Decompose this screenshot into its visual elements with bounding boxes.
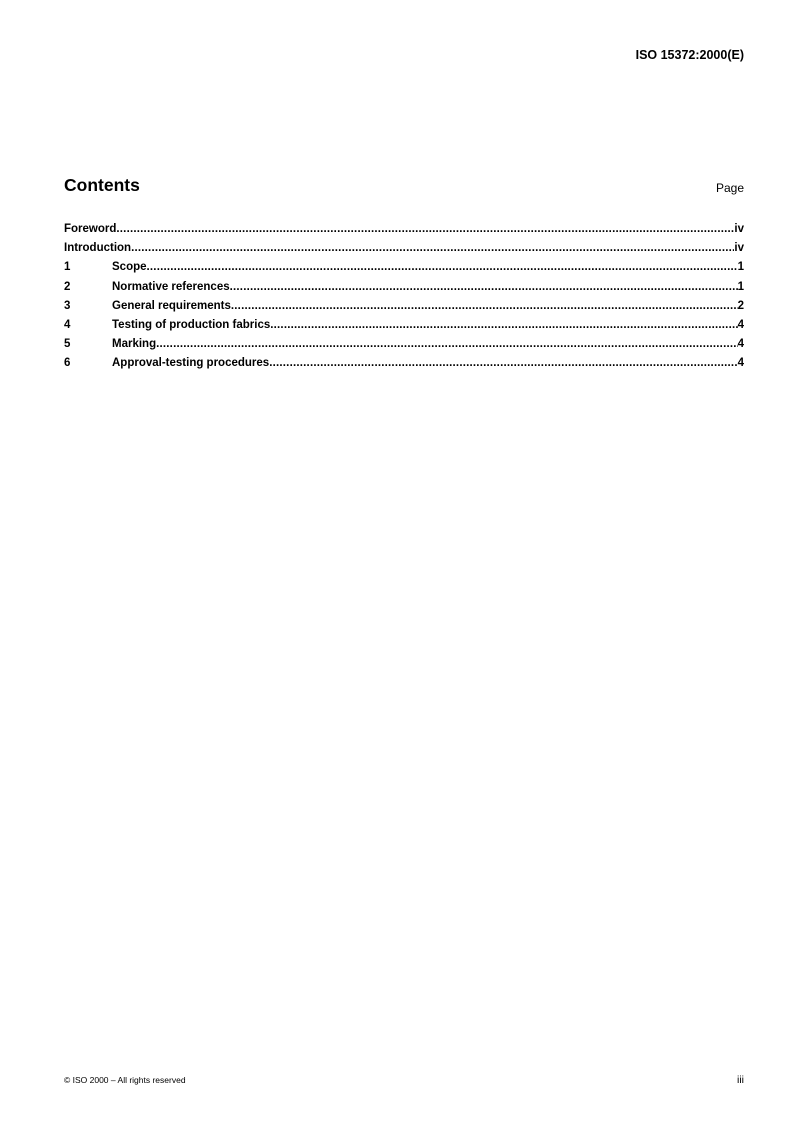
contents-heading-row — [64, 175, 744, 199]
toc-entry-page: 1 — [737, 261, 744, 274]
toc-entry-page: iv — [734, 223, 744, 235]
toc-entry-marking[interactable] — [64, 338, 744, 357]
toc-entry-page: 4 — [737, 357, 744, 370]
toc-entry-number: 4 — [64, 318, 71, 331]
toc-entry-page: 4 — [737, 318, 744, 331]
copyright-notice: © ISO 2000 – All rights reserved — [64, 1075, 186, 1085]
toc-entry-number: 2 — [64, 280, 71, 293]
toc-dot-leader — [147, 261, 738, 273]
toc-dot-leader — [230, 281, 738, 293]
toc-dot-leader — [270, 319, 737, 331]
toc-entry-title: Introduction — [64, 242, 132, 255]
toc-entry-testing-of-production-fabrics[interactable] — [64, 319, 744, 338]
toc-entry-title: Testing of production fabrics — [112, 318, 271, 331]
toc-entry-scope[interactable] — [64, 261, 744, 280]
toc-entry-introduction[interactable] — [64, 242, 744, 261]
page-number: iii — [737, 1074, 744, 1086]
page-column-label: Page — [715, 181, 744, 195]
toc-entry-title: Marking — [112, 338, 157, 351]
document-identifier: ISO 15372:2000(E) — [635, 48, 744, 62]
toc-entry-normative-references[interactable] — [64, 281, 744, 300]
toc-entry-number: 6 — [64, 357, 71, 370]
toc-entry-title: General requirements — [112, 299, 231, 312]
toc-entry-page: 4 — [737, 338, 744, 351]
toc-entry-page: iv — [734, 242, 744, 255]
toc-dot-leader — [131, 242, 734, 254]
table-of-contents — [64, 223, 744, 377]
toc-entry-title: Scope — [112, 261, 147, 274]
toc-dot-leader — [269, 357, 737, 369]
toc-entry-title: Foreword — [64, 223, 117, 235]
toc-entry-foreword[interactable] — [64, 223, 744, 242]
toc-entry-page: 1 — [737, 280, 744, 293]
toc-dot-leader — [116, 223, 734, 235]
toc-entry-general-requirements[interactable] — [64, 300, 744, 319]
contents-title: Contents — [64, 175, 140, 195]
toc-entry-number: 5 — [64, 338, 71, 351]
toc-entry-title: Normative references — [112, 280, 230, 293]
toc-entry-number: 3 — [64, 299, 71, 312]
toc-entry-page: 2 — [737, 299, 744, 312]
toc-dot-leader — [231, 300, 738, 312]
toc-dot-leader — [156, 338, 738, 350]
toc-entry-number: 1 — [64, 261, 71, 274]
toc-entry-title: Approval-testing procedures — [112, 357, 270, 370]
toc-entry-approval-testing-procedures[interactable] — [64, 357, 744, 376]
